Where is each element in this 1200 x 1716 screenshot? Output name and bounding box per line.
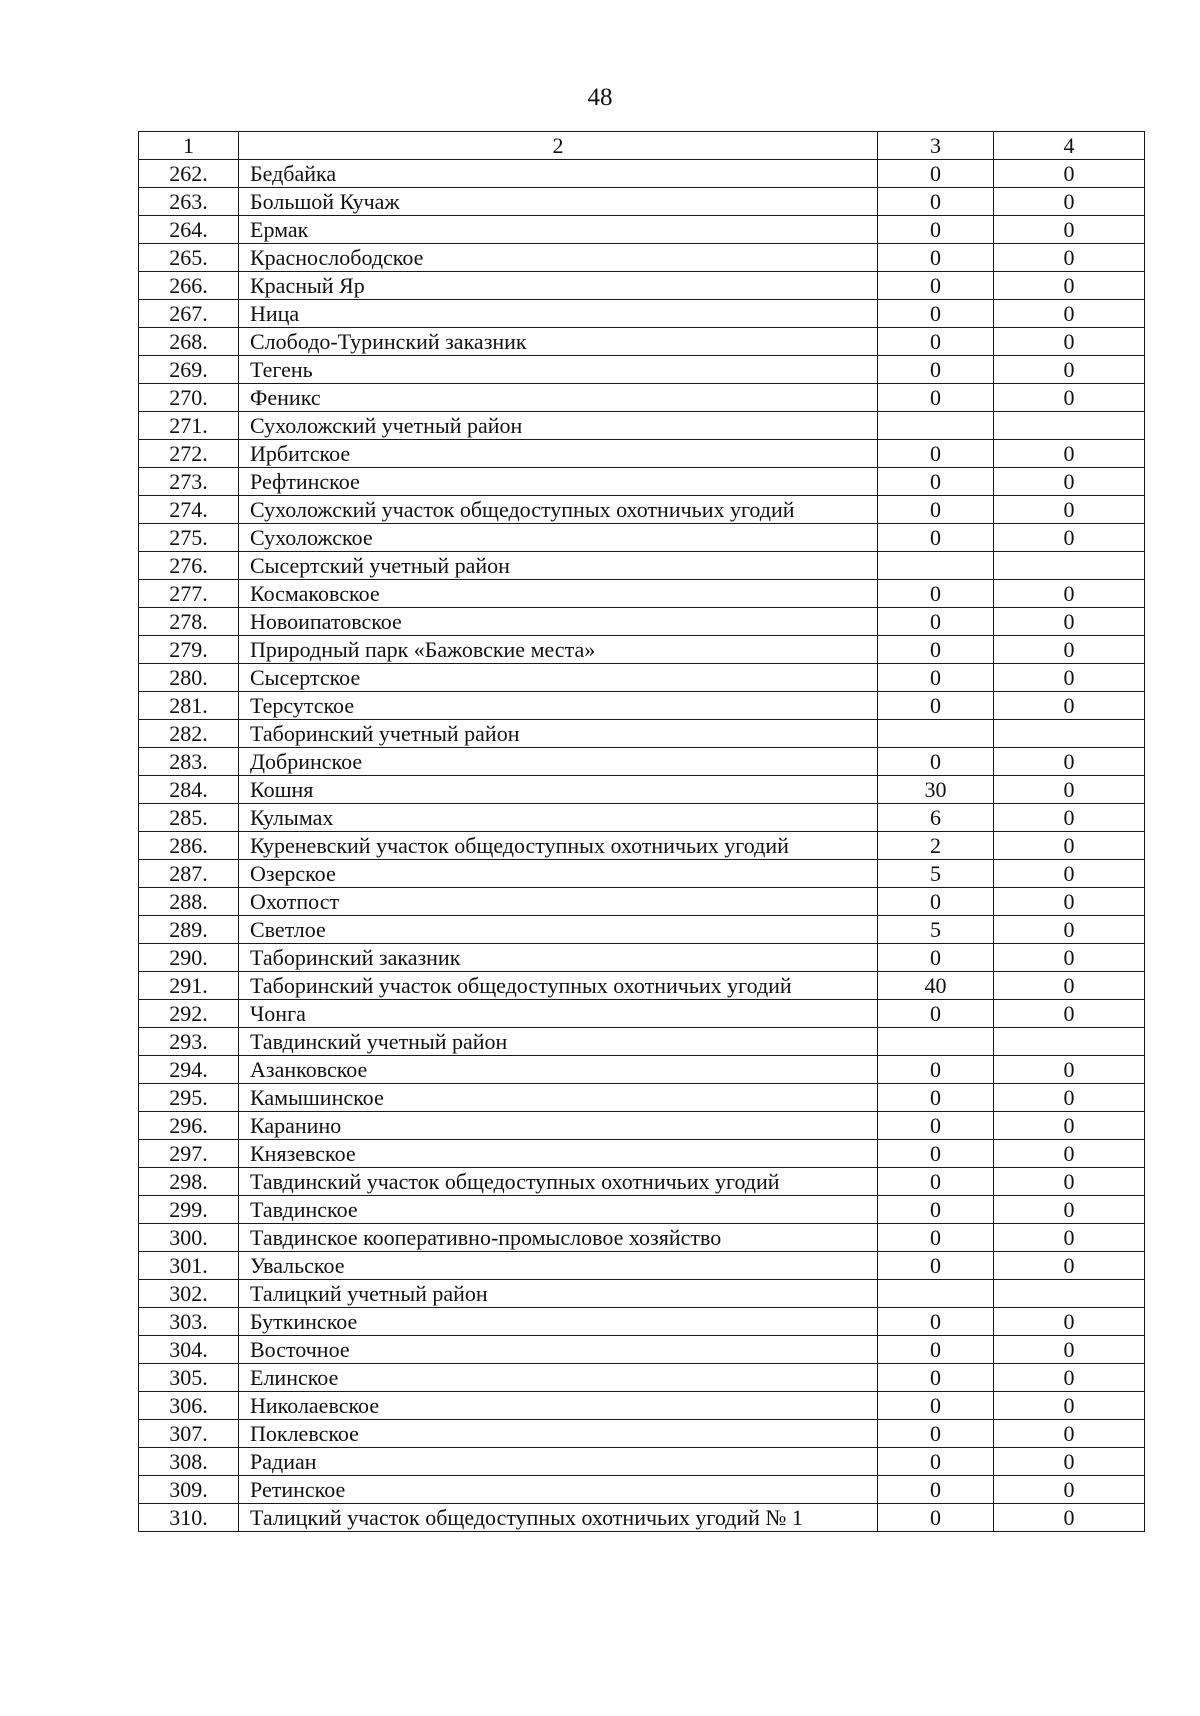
row-number: 279.: [139, 636, 239, 664]
row-value-4: 0: [994, 916, 1145, 944]
row-value-4: 0: [994, 1252, 1145, 1280]
row-number: 300.: [139, 1224, 239, 1252]
row-name: Чонга: [239, 1000, 878, 1028]
row-value-4: 0: [994, 468, 1145, 496]
row-value-3: 0: [878, 888, 994, 916]
row-number: 298.: [139, 1168, 239, 1196]
row-number: 266.: [139, 272, 239, 300]
table-row: [139, 776, 1145, 804]
row-value-4: 0: [994, 1168, 1145, 1196]
row-value-4: 0: [994, 272, 1145, 300]
row-value-4: 0: [994, 860, 1145, 888]
table-body: [139, 160, 1145, 1532]
row-value-3: 0: [878, 524, 994, 552]
row-value-3: 40: [878, 972, 994, 1000]
row-name: Восточное: [239, 1336, 878, 1364]
row-value-3: 0: [878, 636, 994, 664]
row-value-4: 0: [994, 356, 1145, 384]
row-number: 306.: [139, 1392, 239, 1420]
row-value-3: 0: [878, 188, 994, 216]
row-name: Ница: [239, 300, 878, 328]
row-name: Озерское: [239, 860, 878, 888]
row-name: Тегень: [239, 356, 878, 384]
table-row: [139, 1140, 1145, 1168]
row-value-4: 0: [994, 804, 1145, 832]
table-row: [139, 496, 1145, 524]
table-row: [139, 552, 1145, 580]
row-name: Таборинский заказник: [239, 944, 878, 972]
row-value-4: 0: [994, 1420, 1145, 1448]
table-row: [139, 1336, 1145, 1364]
row-value-4: 0: [994, 608, 1145, 636]
row-value-4: 0: [994, 496, 1145, 524]
row-value-3: 0: [878, 328, 994, 356]
row-value-3: 0: [878, 1392, 994, 1420]
row-name: Космаковское: [239, 580, 878, 608]
table-row: [139, 1476, 1145, 1504]
row-value-3: 0: [878, 1336, 994, 1364]
row-name: Сысертское: [239, 664, 878, 692]
row-value-3: 0: [878, 1112, 994, 1140]
table-row: [139, 188, 1145, 216]
table-row: [139, 860, 1145, 888]
row-value-4: 0: [994, 440, 1145, 468]
row-value-4: 0: [994, 1056, 1145, 1084]
row-value-4: 0: [994, 1112, 1145, 1140]
row-name: Краснослободское: [239, 244, 878, 272]
table-row: [139, 804, 1145, 832]
row-value-3: 0: [878, 1196, 994, 1224]
row-name: Ретинское: [239, 1476, 878, 1504]
row-value-4: 0: [994, 664, 1145, 692]
row-number: 282.: [139, 720, 239, 748]
row-value-3: 0: [878, 468, 994, 496]
row-number: 304.: [139, 1336, 239, 1364]
row-name: Радиан: [239, 1448, 878, 1476]
row-value-4: 0: [994, 188, 1145, 216]
row-number: 280.: [139, 664, 239, 692]
table-row: [139, 972, 1145, 1000]
row-value-4: 0: [994, 216, 1145, 244]
row-name: Увальское: [239, 1252, 878, 1280]
row-name: Николаевское: [239, 1392, 878, 1420]
row-name: Природный парк «Бажовские места»: [239, 636, 878, 664]
row-number: 273.: [139, 468, 239, 496]
row-name: Сухоложский участок общедоступных охотничьих угодий: [239, 496, 878, 524]
table-row: [139, 944, 1145, 972]
row-name: Талицкий участок общедоступных охотничьих угодий № 1: [239, 1504, 878, 1532]
table-row: [139, 888, 1145, 916]
row-value-3: 0: [878, 1476, 994, 1504]
row-number: 281.: [139, 692, 239, 720]
row-value-3: 2: [878, 832, 994, 860]
row-name: Куреневский участок общедоступных охотничьих угодий: [239, 832, 878, 860]
row-name: Красный Яр: [239, 272, 878, 300]
row-number: 265.: [139, 244, 239, 272]
row-value-4: 0: [994, 1000, 1145, 1028]
row-name: Терсутское: [239, 692, 878, 720]
row-number: 293.: [139, 1028, 239, 1056]
table-row: [139, 720, 1145, 748]
row-number: 277.: [139, 580, 239, 608]
row-name: Слободо-Туринский заказник: [239, 328, 878, 356]
row-value-3: [878, 412, 994, 440]
row-number: 303.: [139, 1308, 239, 1336]
table-row: [139, 440, 1145, 468]
table-row: [139, 1448, 1145, 1476]
row-value-3: [878, 720, 994, 748]
table-row: [139, 1028, 1145, 1056]
row-number: 275.: [139, 524, 239, 552]
row-value-3: 5: [878, 860, 994, 888]
row-number: 288.: [139, 888, 239, 916]
row-number: 270.: [139, 384, 239, 412]
row-name: Феникс: [239, 384, 878, 412]
row-name: Бедбайка: [239, 160, 878, 188]
table-row: [139, 636, 1145, 664]
table-row: [139, 1280, 1145, 1308]
row-number: 276.: [139, 552, 239, 580]
row-value-3: [878, 552, 994, 580]
row-number: 268.: [139, 328, 239, 356]
row-value-3: 0: [878, 440, 994, 468]
row-value-4: [994, 412, 1145, 440]
column-header-4: 4: [994, 132, 1145, 160]
header-row: [139, 132, 1145, 160]
row-number: 310.: [139, 1504, 239, 1532]
row-number: 264.: [139, 216, 239, 244]
row-value-3: 0: [878, 300, 994, 328]
row-value-3: 0: [878, 1084, 994, 1112]
row-number: 262.: [139, 160, 239, 188]
row-number: 301.: [139, 1252, 239, 1280]
row-value-4: 0: [994, 636, 1145, 664]
row-name: Таборинский участок общедоступных охотничьих угодий: [239, 972, 878, 1000]
row-value-3: 6: [878, 804, 994, 832]
table-row: [139, 1168, 1145, 1196]
row-number: 296.: [139, 1112, 239, 1140]
row-value-3: 0: [878, 580, 994, 608]
row-value-4: 0: [994, 1336, 1145, 1364]
row-value-4: [994, 1280, 1145, 1308]
row-number: 278.: [139, 608, 239, 636]
row-name: Поклевское: [239, 1420, 878, 1448]
row-name: Таборинский учетный район: [239, 720, 878, 748]
row-value-4: 0: [994, 524, 1145, 552]
row-value-4: 0: [994, 580, 1145, 608]
row-value-3: 0: [878, 1364, 994, 1392]
table-row: [139, 580, 1145, 608]
row-value-4: 0: [994, 1196, 1145, 1224]
row-number: 283.: [139, 748, 239, 776]
row-value-4: 0: [994, 160, 1145, 188]
table-row: [139, 1084, 1145, 1112]
table-row: [139, 244, 1145, 272]
table-row: [139, 1000, 1145, 1028]
row-value-3: 5: [878, 916, 994, 944]
table-row: [139, 1392, 1145, 1420]
row-value-4: 0: [994, 692, 1145, 720]
row-number: 290.: [139, 944, 239, 972]
row-value-4: 0: [994, 328, 1145, 356]
table-row: [139, 1420, 1145, 1448]
row-name: Азанковское: [239, 1056, 878, 1084]
row-number: 284.: [139, 776, 239, 804]
row-value-4: 0: [994, 972, 1145, 1000]
row-value-3: 0: [878, 384, 994, 412]
row-value-3: 0: [878, 216, 994, 244]
row-value-4: [994, 1028, 1145, 1056]
table-row: [139, 608, 1145, 636]
row-name: Кошня: [239, 776, 878, 804]
row-value-3: 0: [878, 944, 994, 972]
row-name: Ирбитское: [239, 440, 878, 468]
row-number: 274.: [139, 496, 239, 524]
row-number: 286.: [139, 832, 239, 860]
row-value-4: 0: [994, 776, 1145, 804]
row-number: 302.: [139, 1280, 239, 1308]
table-header: [139, 132, 1145, 160]
table-row: [139, 1252, 1145, 1280]
row-number: 299.: [139, 1196, 239, 1224]
row-number: 267.: [139, 300, 239, 328]
row-number: 263.: [139, 188, 239, 216]
table-row: [139, 1308, 1145, 1336]
row-number: 272.: [139, 440, 239, 468]
page-number: 48: [587, 84, 613, 111]
table-row: [139, 1224, 1145, 1252]
table-row: [139, 1196, 1145, 1224]
row-value-4: 0: [994, 1224, 1145, 1252]
column-header-2: 2: [239, 132, 878, 160]
row-number: 292.: [139, 1000, 239, 1028]
row-name: Добринское: [239, 748, 878, 776]
row-value-4: 0: [994, 1448, 1145, 1476]
row-value-3: 0: [878, 160, 994, 188]
table-row: [139, 916, 1145, 944]
table-row: [139, 356, 1145, 384]
row-number: 295.: [139, 1084, 239, 1112]
row-name: Князевское: [239, 1140, 878, 1168]
row-value-3: 0: [878, 1140, 994, 1168]
row-name: Тавдинский учетный район: [239, 1028, 878, 1056]
row-value-3: 0: [878, 608, 994, 636]
row-value-3: 0: [878, 244, 994, 272]
row-value-3: 0: [878, 1252, 994, 1280]
row-value-3: [878, 1028, 994, 1056]
row-value-3: 0: [878, 496, 994, 524]
row-number: 297.: [139, 1140, 239, 1168]
row-number: 294.: [139, 1056, 239, 1084]
row-number: 305.: [139, 1364, 239, 1392]
table-row: [139, 1504, 1145, 1532]
table-row: [139, 412, 1145, 440]
row-value-3: 30: [878, 776, 994, 804]
row-name: Большой Кучаж: [239, 188, 878, 216]
row-value-3: 0: [878, 1000, 994, 1028]
row-value-4: 0: [994, 1504, 1145, 1532]
table-row: [139, 160, 1145, 188]
row-value-4: 0: [994, 1392, 1145, 1420]
row-name: Буткинское: [239, 1308, 878, 1336]
row-value-4: [994, 720, 1145, 748]
table-row: [139, 384, 1145, 412]
table-row: [139, 1056, 1145, 1084]
row-name: Ермак: [239, 216, 878, 244]
row-value-4: 0: [994, 1308, 1145, 1336]
row-name: Тавдинское кооперативно-промысловое хозяйство: [239, 1224, 878, 1252]
row-value-4: 0: [994, 384, 1145, 412]
row-number: 309.: [139, 1476, 239, 1504]
row-name: Сысертский учетный район: [239, 552, 878, 580]
table-row: [139, 748, 1145, 776]
row-value-3: 0: [878, 1308, 994, 1336]
table-row: [139, 300, 1145, 328]
row-name: Камышинское: [239, 1084, 878, 1112]
row-number: 308.: [139, 1448, 239, 1476]
row-value-3: 0: [878, 1448, 994, 1476]
row-number: 287.: [139, 860, 239, 888]
row-name: Охотпост: [239, 888, 878, 916]
table-row: [139, 272, 1145, 300]
row-value-3: 0: [878, 1420, 994, 1448]
row-value-3: 0: [878, 1056, 994, 1084]
row-value-4: 0: [994, 244, 1145, 272]
table-row: [139, 1364, 1145, 1392]
row-name: Талицкий учетный район: [239, 1280, 878, 1308]
row-value-3: 0: [878, 692, 994, 720]
row-value-3: 0: [878, 272, 994, 300]
row-name: Елинское: [239, 1364, 878, 1392]
row-name: Сухоложский учетный район: [239, 412, 878, 440]
row-name: Тавдинский участок общедоступных охотничьих угодий: [239, 1168, 878, 1196]
row-value-3: 0: [878, 748, 994, 776]
row-value-4: 0: [994, 1084, 1145, 1112]
row-value-3: 0: [878, 1504, 994, 1532]
table-row: [139, 468, 1145, 496]
row-value-4: 0: [994, 888, 1145, 916]
row-value-4: 0: [994, 300, 1145, 328]
row-name: Новоипатовское: [239, 608, 878, 636]
row-value-3: 0: [878, 1168, 994, 1196]
row-number: 289.: [139, 916, 239, 944]
row-name: Сухоложское: [239, 524, 878, 552]
table-row: [139, 664, 1145, 692]
row-name: Светлое: [239, 916, 878, 944]
row-name: Рефтинское: [239, 468, 878, 496]
row-value-3: 0: [878, 1224, 994, 1252]
row-number: 285.: [139, 804, 239, 832]
hunting-grounds-table: [138, 131, 1145, 1532]
table-row: [139, 692, 1145, 720]
row-number: 307.: [139, 1420, 239, 1448]
row-number: 291.: [139, 972, 239, 1000]
table-row: [139, 832, 1145, 860]
column-header-1: 1: [139, 132, 239, 160]
row-value-3: 0: [878, 664, 994, 692]
row-value-4: 0: [994, 1476, 1145, 1504]
column-header-3: 3: [878, 132, 994, 160]
row-value-4: 0: [994, 1364, 1145, 1392]
row-value-4: 0: [994, 1140, 1145, 1168]
row-name: Каранино: [239, 1112, 878, 1140]
row-value-4: [994, 552, 1145, 580]
table-row: [139, 216, 1145, 244]
row-value-4: 0: [994, 944, 1145, 972]
row-value-4: 0: [994, 832, 1145, 860]
row-number: 271.: [139, 412, 239, 440]
table-row: [139, 1112, 1145, 1140]
row-number: 269.: [139, 356, 239, 384]
row-name: Тавдинское: [239, 1196, 878, 1224]
row-value-3: [878, 1280, 994, 1308]
row-value-3: 0: [878, 356, 994, 384]
row-name: Кулымах: [239, 804, 878, 832]
table-row: [139, 328, 1145, 356]
row-value-4: 0: [994, 748, 1145, 776]
table-row: [139, 524, 1145, 552]
